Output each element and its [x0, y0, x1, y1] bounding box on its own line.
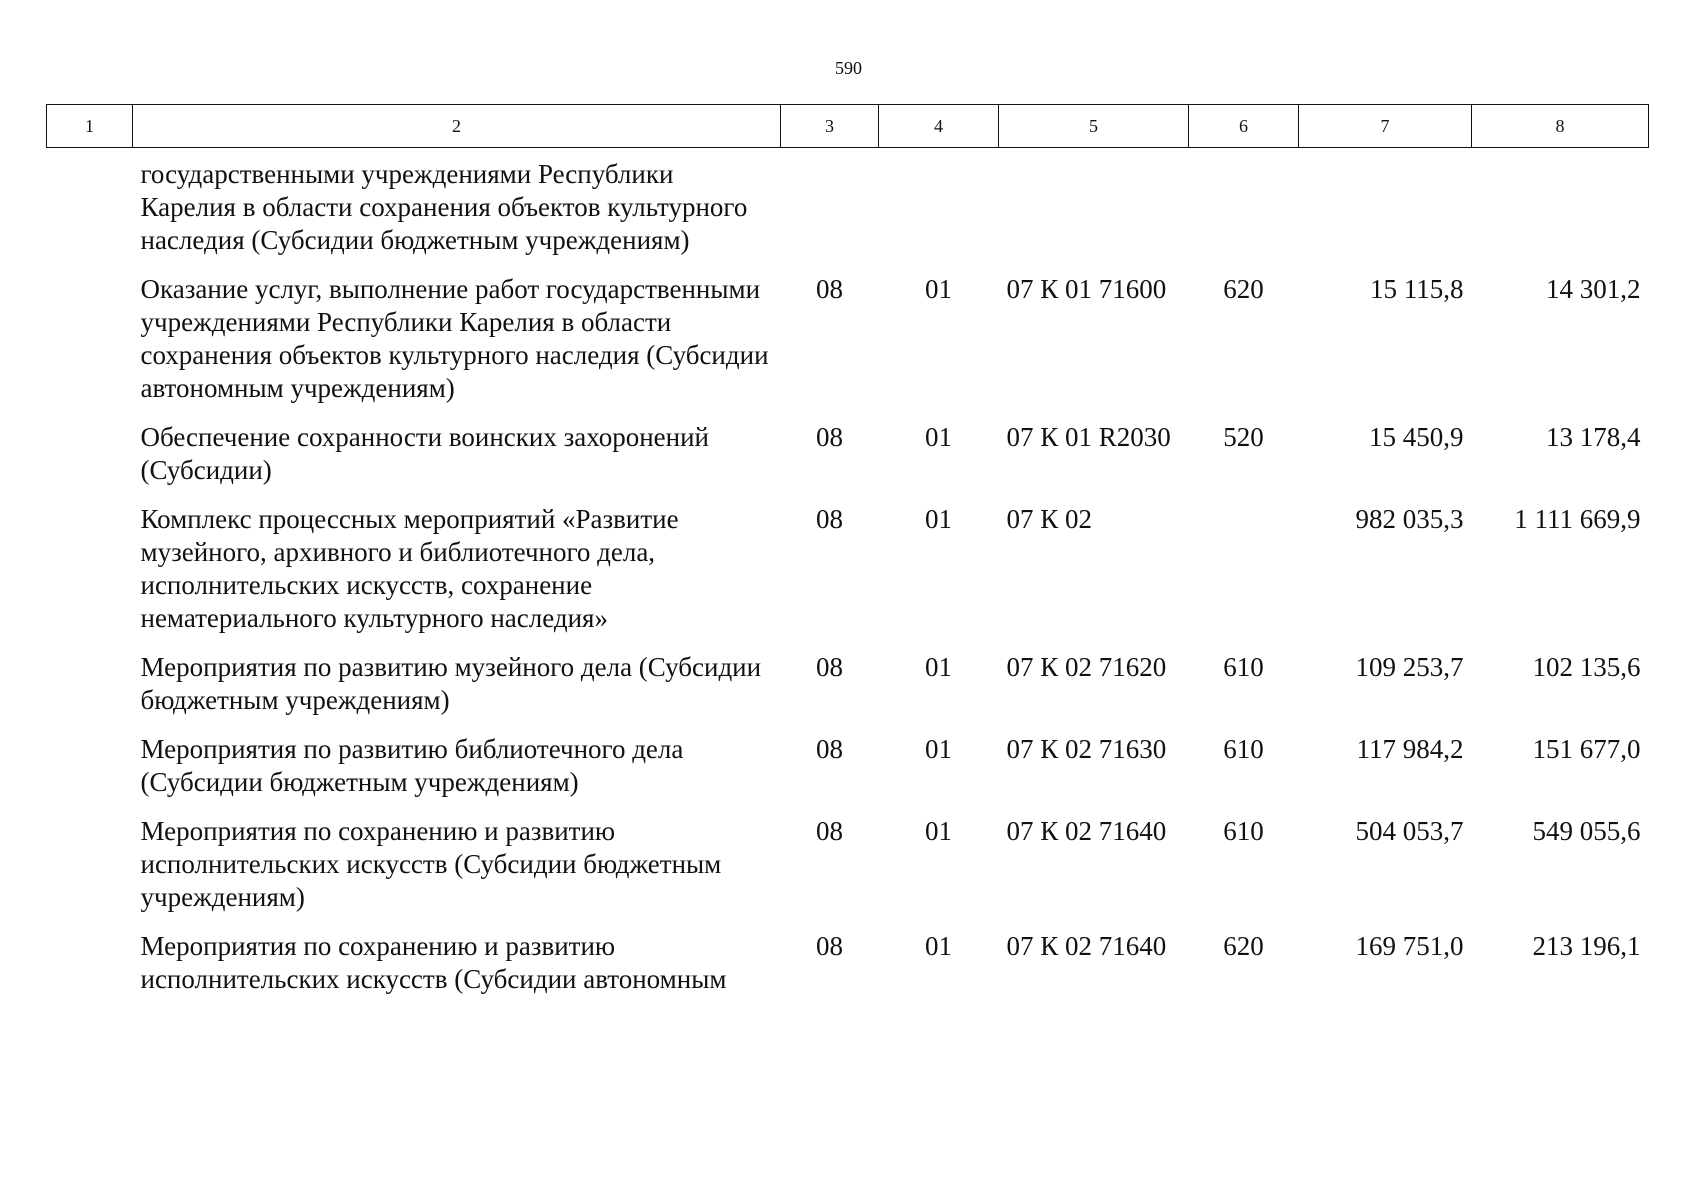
row-number-cell: [47, 503, 133, 651]
amount-col7-cell: 15 450,9: [1369, 422, 1464, 452]
item-name-cell: Обеспечение сохранности воинских захоронений (Субсидии): [140, 422, 709, 485]
expense-type-cell: 610: [1223, 816, 1264, 846]
target-code-cell: 07 К 02 71640: [1006, 931, 1167, 961]
expense-type-cell: [1189, 148, 1299, 274]
item-name-cell: Мероприятия по развитию библиотечного дела (Субсидии бюджетным учреждениям): [140, 734, 684, 797]
subsection-cell: 01: [925, 504, 952, 534]
expense-type-cell: 610: [1223, 734, 1264, 764]
section-cell: 08: [816, 652, 843, 682]
target-code-cell: 07 К 01 71600: [1006, 274, 1167, 304]
column-header: 1: [47, 105, 133, 148]
row-number-cell: [47, 273, 133, 421]
subsection-cell: 01: [925, 652, 952, 682]
section-cell: [781, 148, 879, 274]
column-number-header-row: [47, 105, 1649, 148]
expense-type-cell: 620: [1223, 274, 1264, 304]
subsection-cell: 01: [925, 274, 952, 304]
column-header: 5: [999, 105, 1189, 148]
amount-col7-cell: 169 751,0: [1355, 931, 1464, 961]
budget-table: [46, 104, 1649, 1012]
amount-col7-cell: 15 115,8: [1370, 274, 1464, 304]
target-code-cell: 07 К 02 71640: [1006, 816, 1167, 846]
subsection-cell: 01: [925, 422, 952, 452]
amount-col8-cell: 549 055,6: [1532, 816, 1641, 846]
subsection-cell: 01: [925, 734, 952, 764]
section-cell: 08: [816, 274, 843, 304]
table-row: [47, 421, 1649, 503]
table-row: [47, 815, 1649, 930]
column-header: 6: [1189, 105, 1299, 148]
target-code-cell: 07 К 02 71630: [1006, 734, 1167, 764]
table-row: [47, 273, 1649, 421]
amount-col7-cell: 504 053,7: [1355, 816, 1464, 846]
target-code-cell: [999, 148, 1189, 274]
column-header: 8: [1472, 105, 1649, 148]
item-name-cell: Мероприятия по развитию музейного дела (Субсидии бюджетным учреждениям): [140, 652, 762, 715]
column-header: 2: [133, 105, 781, 148]
section-cell: 08: [816, 504, 843, 534]
item-name-cell: Мероприятия по сохранению и развитию исполнительских искусств (Субсидии бюджетным учреждениям): [140, 816, 722, 912]
amount-col8-cell: 151 677,0: [1532, 734, 1641, 764]
row-number-cell: [47, 815, 133, 930]
expense-type-cell: 520: [1223, 422, 1264, 452]
amount-col7-cell: 109 253,7: [1355, 652, 1464, 682]
amount-col7-cell: 117 984,2: [1356, 734, 1464, 764]
expense-type-cell: 610: [1223, 652, 1264, 682]
item-name-cell: Оказание услуг, выполнение работ государственными учреждениями Республики Карелия в области сохранения объектов культурного наследия (Субсидии автономным учреждениям): [140, 274, 769, 403]
subsection-cell: 01: [925, 931, 952, 961]
table-row: [47, 733, 1649, 815]
column-header: 7: [1299, 105, 1472, 148]
section-cell: 08: [816, 931, 843, 961]
item-name-cell: Мероприятия по сохранению и развитию исполнительских искусств (Субсидии автономным: [140, 931, 727, 994]
subsection-cell: 01: [925, 816, 952, 846]
target-code-cell: 07 К 01 R2030: [1006, 422, 1171, 452]
column-header: 3: [781, 105, 879, 148]
amount-col8-cell: 1 111 669,9: [1514, 504, 1641, 534]
row-number-cell: [47, 651, 133, 733]
row-number-cell: [47, 930, 133, 1012]
amount-col8-cell: 13 178,4: [1546, 422, 1641, 452]
table-row: [47, 503, 1649, 651]
item-name-cell: государственными учреждениями Республики Карелия в области сохранения объектов культурного наследия (Субсидии бюджетным учреждениям): [140, 159, 748, 255]
amount-col8-cell: 14 301,2: [1546, 274, 1641, 304]
amount-col7-cell: 982 035,3: [1355, 504, 1464, 534]
page-number: 590: [835, 58, 862, 78]
row-number-cell: [47, 733, 133, 815]
section-cell: 08: [816, 816, 843, 846]
target-code-cell: 07 К 02: [1006, 504, 1093, 534]
expense-type-cell: [1189, 503, 1299, 651]
amount-col8-cell: [1472, 148, 1649, 274]
amount-col7-cell: [1299, 148, 1472, 274]
row-number-cell: [47, 421, 133, 503]
item-name-cell: Комплекс процессных мероприятий «Развитие музейного, архивного и библиотечного дела, исполнительских искусств, сохранение нематериального культурного наследия»: [140, 504, 679, 633]
table-row: [47, 651, 1649, 733]
table-row: [47, 930, 1649, 1012]
expense-type-cell: 620: [1223, 931, 1264, 961]
section-cell: 08: [816, 422, 843, 452]
column-header: 4: [879, 105, 999, 148]
amount-col8-cell: 102 135,6: [1532, 652, 1641, 682]
row-number-cell: [47, 148, 133, 274]
table-row: [47, 148, 1649, 274]
section-cell: 08: [816, 734, 843, 764]
amount-col8-cell: 213 196,1: [1532, 931, 1641, 961]
subsection-cell: [879, 148, 999, 274]
target-code-cell: 07 К 02 71620: [1006, 652, 1167, 682]
